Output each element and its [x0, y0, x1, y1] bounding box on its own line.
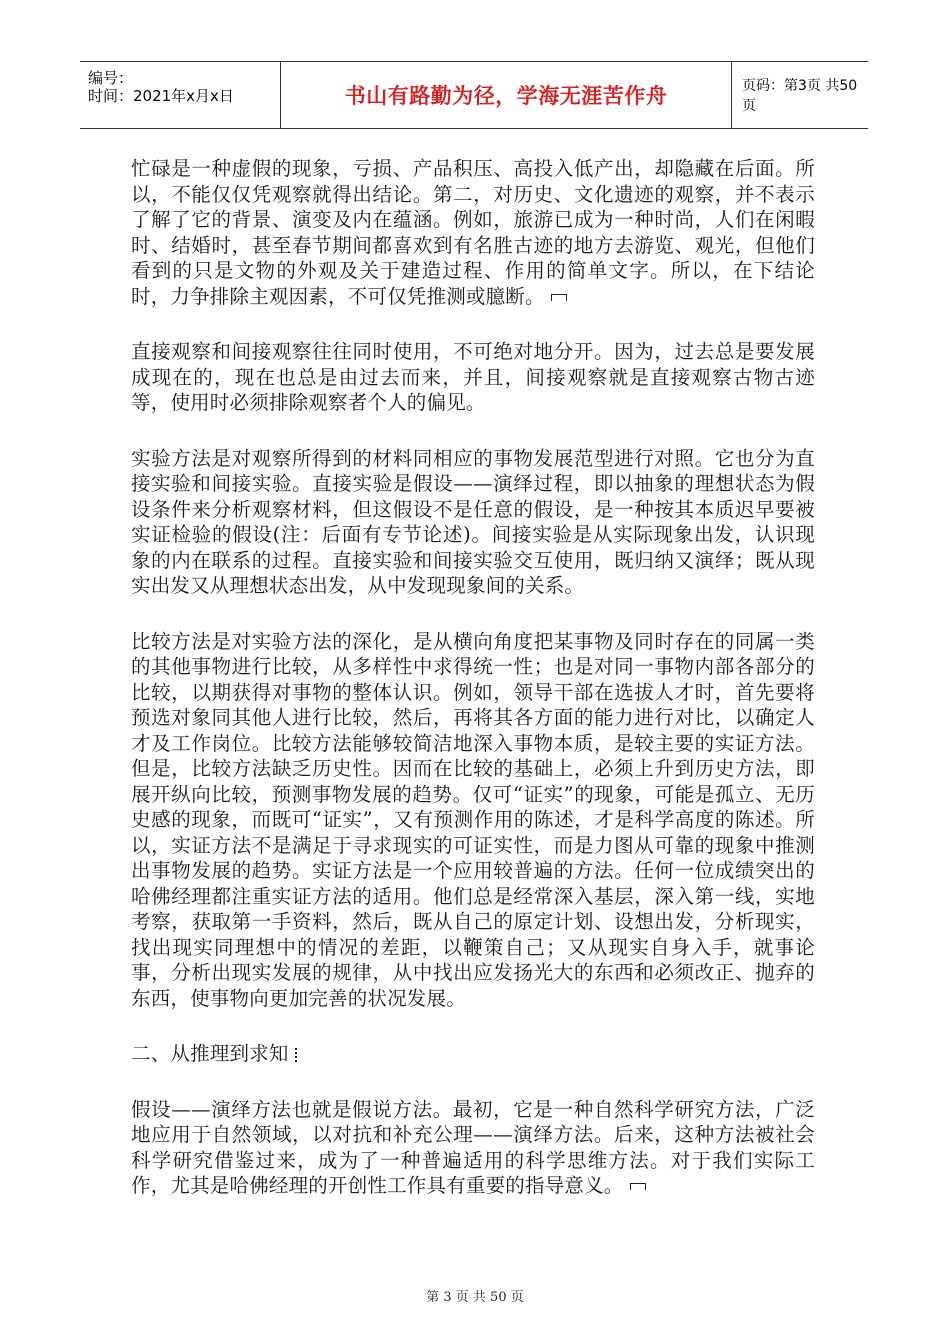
paragraph-5: 假设——演绎方法也就是假说方法。最初，它是一种自然科学研究方法，广泛地应用于自然领域，以对抗和补充公理——演绎方法。后来，这种方法被社会科学研究借鉴过来，成为了一种普遍适用的科学思维方法。对于我们实际工作，尤其是哈佛经理的开创性工作具有重要的指导意义。	[131, 1097, 815, 1197]
return-mark-icon	[630, 1183, 646, 1190]
header-motto: 书山有路勤为径，学海无涯苦作舟	[281, 62, 732, 128]
document-number-label: 编号：	[88, 69, 134, 87]
page-footer: 第 3 页 共 50 页	[426, 1290, 524, 1305]
return-mark-icon	[551, 294, 567, 301]
document-body	[131, 156, 815, 1229]
cursor-mark-icon	[295, 1048, 299, 1062]
header-meta	[80, 62, 281, 128]
paragraph-3: 实验方法是对观察所得到的材料同相应的事物发展范型进行对照。它也分为直接实验和间接实验。直接实验是假设——演绎过程，即以抽象的理想状态为假设条件来分析观察材料，但这假设不是任意的假设，是一种按其本质迟早要被实证检验的假设(注：后面有专节论述)。间接实验是从实际现象出发，认识现象的内在联系的过程。直接实验和间接实验交互使用，既归纳又演绎；既从现实出发又从理想状态出发，从中发现现象间的关系。	[131, 446, 815, 597]
section-heading: 二、从推理到求知	[131, 1041, 815, 1067]
page-header	[80, 61, 868, 129]
paragraph-1: 忙碌是一种虚假的现象，亏损、产品积压、高投入低产出，却隐藏在后面。所以，不能仅仅凭观察就得出结论。第二，对历史、文化遗迹的观察，并不表示了解了它的背景、演变及内在蕴涵。例如，旅游已成为一种时尚，人们在闲暇时、结婚时，甚至春节期间都喜欢到有名胜古迹的地方去游览、观光，但他们看到的只是文物的外观及关于建造过程、作用的简单文字。所以，在下结论时，力争排除主观因素，不可仅凭推测或臆断。	[131, 157, 815, 308]
header-page-info: 页码：第3页 共50页	[742, 78, 858, 114]
paragraph-4: 比较方法是对实验方法的深化，是从横向角度把某事物及同时存在的同属一类的其他事物进行比较，从多样性中求得统一性；也是对同一事物内部各部分的比较，以期获得对事物的整体认识。例如，领导干部在选拔人才时，首先要将预选对象同其他人进行比较，然后，再将其各方面的能力进行对比，以确定人才及工作岗位。比较方法能够较简洁地深入事物本质，是较主要的实证方法。但是，比较方法缺乏历史性。因而在比较的基础上，必须上升到历史方法，即展开纵向比较，预测事物发展的趋势。仅可“证实”的现象，可能是孤立、无历史感的现象，而既可“证实”，又有预测作用的陈述，才是科学高度的陈述。所以，实证方法不是满足于寻求现实的可证实性，而是力图从可靠的现象中推测出事物发展的趋势。实证方法是一个应用较普遍的方法。任何一位成绩突出的哈佛经理都注重实证方法的适用。他们总是经常深入基层，深入第一线，实地考察，获取第一手资料，然后，既从自己的原定计划、设想出发，分析现实，找出现实同理想中的情况的差距，以鞭策自己；又从现实自身入手，就事论事，分析出现实发展的规律，从中找出应发扬光大的东西和必须改正、抛弃的东西，使事物向更加完善的状况发展。	[131, 629, 815, 1010]
paragraph-2: 直接观察和间接观察往往同时使用，不可绝对地分开。因为，过去总是要发展成现在的，现在也总是由过去而来，并且，间接观察就是直接观察古物古迹等，使用时必须排除观察者个人的偏见。	[131, 340, 815, 414]
document-time-label: 时间：2021年x月x日	[88, 87, 234, 105]
